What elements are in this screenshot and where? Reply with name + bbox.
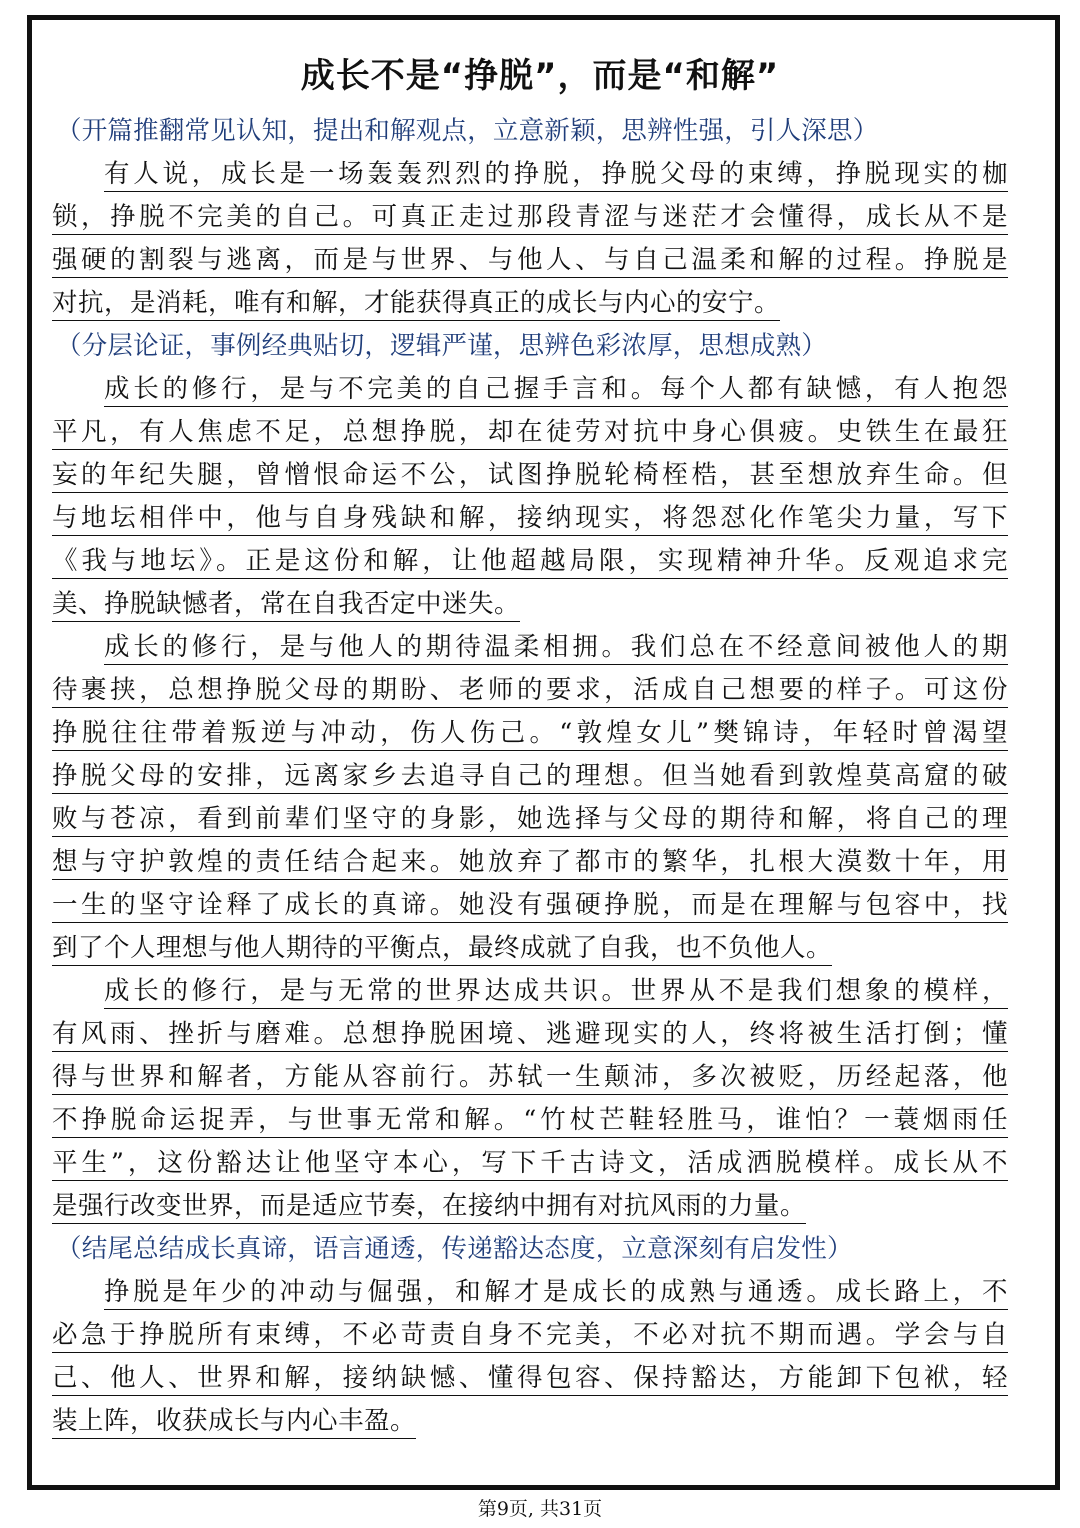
essay-body (52, 110, 1008, 1443)
comment-opening: （开篇推翻常见认知，提出和解观点，立意新颖，思辨性强，引人深思） (56, 116, 879, 146)
text-line: 对抗，是消耗，唯有和解，才能获得真正的成长与内心的安宁。 (52, 282, 1008, 325)
text-line: 与地坛相伴中，他与自身残缺和解，接纳现实，将怨怼化作笔尖力量，写下 (52, 497, 1008, 540)
text-line: 挣脱往往带着叛逆与冲动，伤人伤己。“敦煌女儿”樊锦诗，年轻时曾渴望 (52, 712, 1008, 755)
text-line: 挣脱是年少的冲动与倔强，和解才是成长的成熟与通透。成长路上，不 (52, 1271, 1008, 1314)
comment-body: （分层论证，事例经典贴切，逻辑严谨，思辨色彩浓厚，思想成熟） (56, 331, 828, 361)
text-line: 挣脱父母的安排，远离家乡去追寻自己的理想。但当她看到敦煌莫高窟的破 (52, 755, 1008, 798)
page-number: 第9页, 共31页 (477, 1498, 603, 1520)
text-line: 美、挣脱缺憾者，常在自我否定中迷失。 (52, 583, 1008, 626)
essay-title: 成长不是“挣脱”，而是“和解” (300, 56, 780, 96)
text-line: 《我与地坛》。正是这份和解，让他超越局限，实现精神升华。反观追求完 (52, 540, 1008, 583)
paragraph-3 (52, 626, 1008, 970)
text-line: 败与苍凉，看到前辈们坚守的身影，她选择与父母的期待和解，将自己的理 (52, 798, 1008, 841)
text-line: 己、他人、世界和解，接纳缺憾、懂得包容、保持豁达，方能卸下包袱，轻 (52, 1357, 1008, 1400)
text-line: 强硬的割裂与逃离，而是与世界、与他人、与自己温柔和解的过程。挣脱是 (52, 239, 1008, 282)
text-line: 是强行改变世界，而是适应节奏，在接纳中拥有对抗风雨的力量。 (52, 1185, 1008, 1228)
paragraph-4 (52, 970, 1008, 1228)
text-line: 平凡，有人焦虑不足，总想挣脱，却在徒劳对抗中身心俱疲。史铁生在最狂 (52, 411, 1008, 454)
text-line: 锁，挣脱不完美的自己。可真正走过那段青涩与迷茫才会懂得，成长从不是 (52, 196, 1008, 239)
text-line: 妄的年纪失腿，曾憎恨命运不公，试图挣脱轮椅桎梏，甚至想放弃生命。但 (52, 454, 1008, 497)
paragraph-1 (52, 153, 1008, 325)
text-line: 有人说，成长是一场轰轰烈烈的挣脱，挣脱父母的束缚，挣脱现实的枷 (52, 153, 1008, 196)
text-line: 想与守护敦煌的责任结合起来。她放弃了都市的繁华，扎根大漠数十年，用 (52, 841, 1008, 884)
text-line: 待裹挟，总想挣脱父母的期盼、老师的要求，活成自己想要的样子。可这份 (52, 669, 1008, 712)
text-line: 平生”，这份豁达让他坚守本心，写下千古诗文，活成洒脱模样。成长从不 (52, 1142, 1008, 1185)
text-line: 不挣脱命运捉弄，与世事无常和解。“竹杖芒鞋轻胜马，谁怕？一蓑烟雨任 (52, 1099, 1008, 1142)
text-line: 成长的修行，是与他人的期待温柔相拥。我们总在不经意间被他人的期 (52, 626, 1008, 669)
comment-ending: （结尾总结成长真谛，语言通透，传递豁达态度，立意深刻有启发性） (56, 1234, 853, 1264)
text-line: 成长的修行，是与无常的世界达成共识。世界从不是我们想象的模样， (52, 970, 1008, 1013)
text-line: 得与世界和解者，方能从容前行。苏轼一生颠沛，多次被贬，历经起落，他 (52, 1056, 1008, 1099)
paragraph-5 (52, 1271, 1008, 1443)
text-line: 成长的修行，是与不完美的自己握手言和。每个人都有缺憾，有人抱怨 (52, 368, 1008, 411)
text-line: 到了个人理想与他人期待的平衡点，最终成就了自我，也不负他人。 (52, 927, 1008, 970)
text-line: 一生的坚守诠释了成长的真谛。她没有强硬挣脱，而是在理解与包容中，找 (52, 884, 1008, 927)
text-line: 装上阵，收获成长与内心丰盈。 (52, 1400, 1008, 1443)
paragraph-2 (52, 368, 1008, 626)
text-line: 必急于挣脱所有束缚，不必苛责自身不完美，不必对抗不期而遇。学会与自 (52, 1314, 1008, 1357)
text-line: 有风雨、挫折与磨难。总想挣脱困境、逃避现实的人，终将被生活打倒；懂 (52, 1013, 1008, 1056)
